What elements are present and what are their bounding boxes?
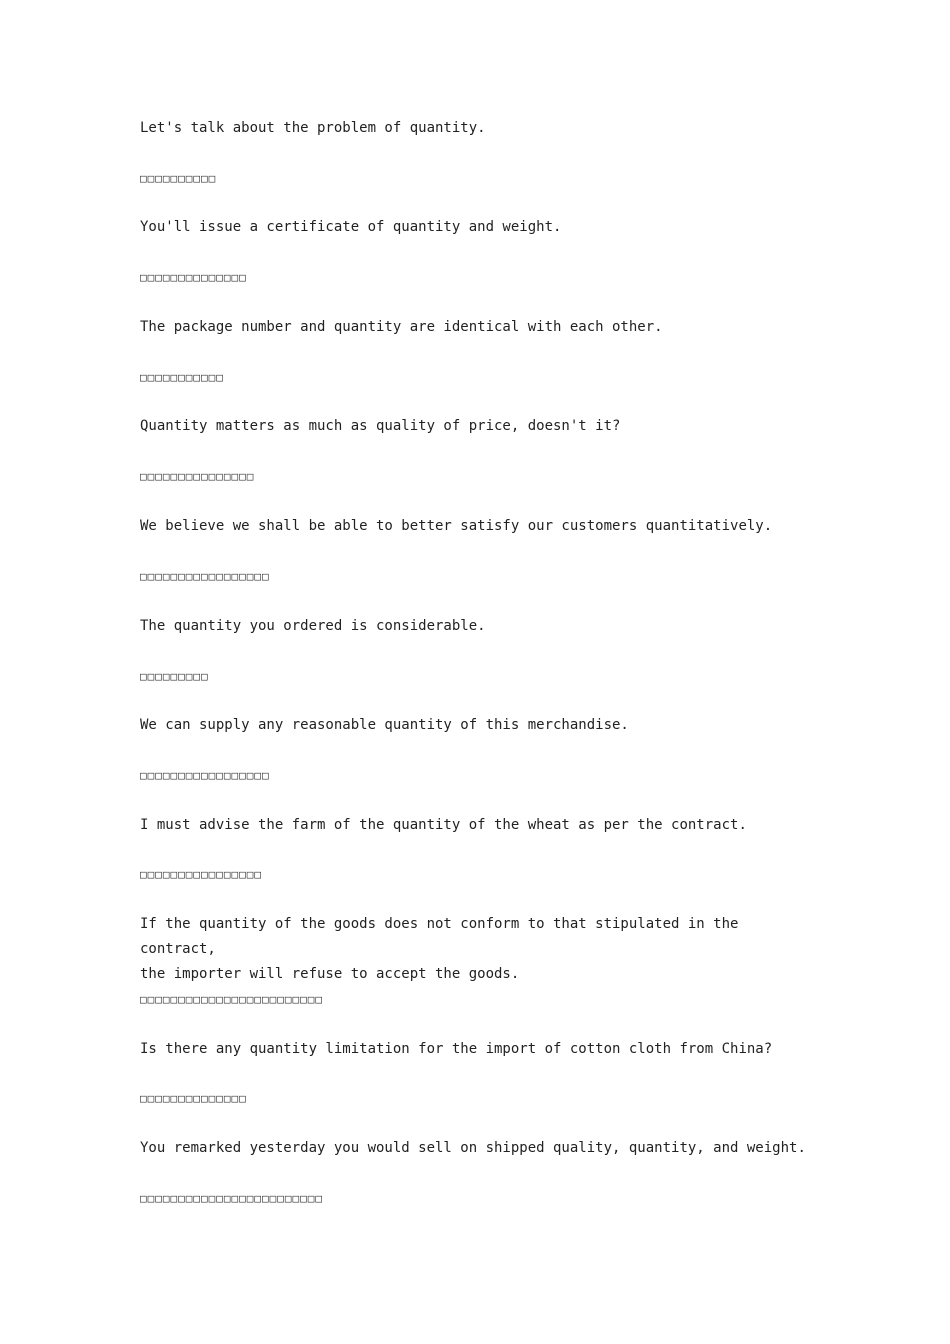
english-sentence: You'll issue a certificate of quantity and weight. [140, 219, 562, 235]
english-sentence: The quantity you ordered is considerable. [140, 618, 486, 634]
english-sentence: We can supply any reasonable quantity of this merchandise. [140, 717, 629, 733]
chinese-translation: □□□□□□□□□□□□□□□ [140, 470, 255, 483]
chinese-translation: □□□□□□□□□□□ [140, 371, 224, 384]
chinese-translation: □□□□□□□□□□□□□□□□ [140, 868, 262, 881]
english-sentence: The package number and quantity are identical with each other. [140, 319, 663, 335]
chinese-translation: □□□□□□□□□□□□□□□□□□□□□□□□ [140, 1192, 323, 1205]
chinese-translation: □□□□□□□□□□□□□□ [140, 271, 247, 284]
chinese-translation: □□□□□□□□□□□□□□□□□□□□□□□□ [140, 993, 323, 1006]
english-sentence: Let's talk about the problem of quantity. [140, 120, 486, 136]
english-sentence: You remarked yesterday you would sell on shipped quality, quantity, and weight. [140, 1140, 806, 1156]
chinese-translation: □□□□□□□□□ [140, 670, 209, 683]
chinese-translation: □□□□□□□□□□ [140, 172, 217, 185]
chinese-translation: □□□□□□□□□□□□□□□□□ [140, 570, 270, 583]
english-sentence: Quantity matters as much as quality of price, doesn't it? [140, 418, 621, 434]
chinese-translation: □□□□□□□□□□□□□□ [140, 1092, 247, 1105]
english-sentence: I must advise the farm of the quantity of the wheat as per the contract. [140, 817, 747, 833]
english-sentence: If the quantity of the goods does not conform to that stipulated in the contract, the importer will refuse to accept the goods. [140, 916, 739, 982]
chinese-translation: □□□□□□□□□□□□□□□□□ [140, 769, 270, 782]
english-sentence: Is there any quantity limitation for the import of cotton cloth from China? [140, 1041, 773, 1057]
english-sentence: We believe we shall be able to better satisfy our customers quantitatively. [140, 518, 773, 534]
